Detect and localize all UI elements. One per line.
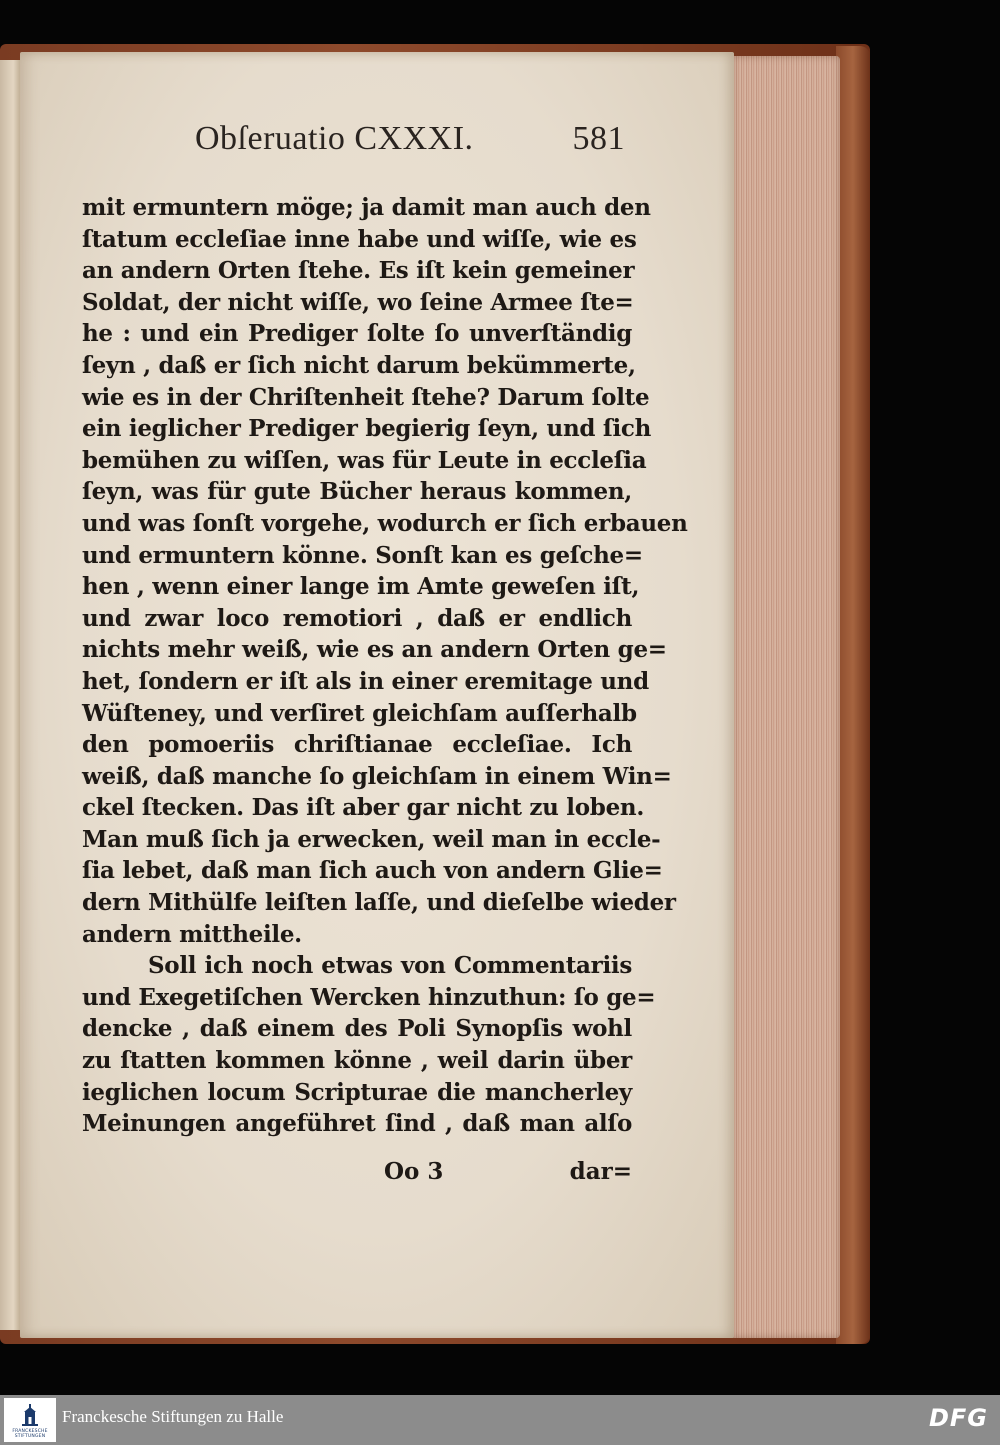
franckesche-logo[interactable] — [4, 1398, 56, 1442]
running-head — [195, 120, 625, 164]
paragraph-start-line: Soll ich noch etwas von Commentariis — [148, 952, 632, 980]
text-line: ckel ſtecken. Das iſt aber gar nicht zu loben. — [82, 794, 645, 822]
text-line: ieglichen locum Scripturae die mancherley — [82, 1078, 632, 1106]
text-line: und ermuntern könne. Sonſt kan es geſche= — [82, 541, 643, 569]
text-line: het, ſondern er iſt als in einer eremitage und — [82, 667, 649, 695]
text-line: ein ieglicher Prediger begierig ſeyn, und ſich — [82, 415, 652, 443]
text-line: mit ermuntern möge; ja damit man auch den — [82, 194, 651, 221]
body-text — [82, 192, 688, 1140]
text-line: ſeyn , daß er ſich nicht darum bekümmerte, — [82, 351, 636, 379]
text-line: nichts mehr weiß, wie es an andern Orten ge= — [82, 636, 667, 664]
paragraph-end-line: andern mittheile. — [82, 920, 302, 948]
cover-fore-edge — [836, 46, 870, 1344]
text-line: zu ſtatten kommen könne , weil darin über — [82, 1047, 632, 1075]
signature-mark: Oo 3 — [384, 1158, 444, 1185]
catchword: dar= — [569, 1158, 632, 1185]
text-line: weiß, daß manche ſo gleichſam in einem Win= — [82, 762, 672, 790]
text-line: und zwar loco remotiori , daß er endlich — [82, 604, 632, 632]
text-line: ſeyn, was für gute Bücher heraus kommen, — [82, 478, 632, 506]
text-line: ſia lebet, daß man ſich auch von andern Glie= — [82, 857, 663, 885]
text-line: Wüſteney, und verſiret gleichſam auſſerhalb — [82, 699, 637, 727]
footer-banner — [0, 1395, 1000, 1445]
orphanage-emblem-icon — [22, 1404, 38, 1426]
text-line: Man muß ſich ja erwecken, weil man in eccle- — [82, 825, 661, 853]
text-line: dencke , daß einem des Poli Synopſis wohl — [82, 1015, 632, 1043]
text-line: und Exegetiſchen Wercken hinzuthun: ſo ge= — [82, 983, 656, 1011]
text-line: an andern Orten ſtehe. Es iſt kein gemeiner — [82, 257, 635, 285]
text-line: he : und ein Prediger ſolte ſo unverſtändig — [82, 320, 632, 348]
text-line: Meinungen angeführet ſind , daß man alſo — [82, 1110, 632, 1138]
text-line: dern Mithülfe leiſten laſſe, und dieſelbe wieder — [82, 889, 676, 917]
text-line: hen , wenn einer lange im Amte geweſen iſt, — [82, 573, 640, 601]
text-line: und was ſonſt vorgehe, wodurch er ſich erbauen — [82, 509, 688, 537]
dfg-logo[interactable]: DFG — [928, 1404, 988, 1432]
text-line: Soldat, der nicht wiſſe, wo ſeine Armee ſte= — [82, 288, 634, 316]
text-line: wie es in der Chriſtenheit ſtehe? Darum ſolte — [82, 383, 650, 411]
text-line: den pomoeriis chriſtianae eccleſiae. Ich — [82, 731, 632, 759]
running-title: Obſeruatio CXXXI. — [195, 120, 474, 157]
page-foot — [82, 1158, 632, 1192]
text-line: bemühen zu wiſſen, was für Leute in eccleſia — [82, 446, 647, 474]
page-number: 581 — [572, 120, 625, 157]
text-line: ſtatum eccleſiae inne habe und wiſſe, wie es — [82, 225, 637, 253]
facing-page-edge — [0, 60, 22, 1330]
institution-name: Franckesche Stiftungen zu Halle — [62, 1407, 284, 1426]
logo-caption: FRANCKESCHE STIFTUNGEN — [12, 1429, 48, 1439]
page-block-edges — [732, 56, 840, 1338]
